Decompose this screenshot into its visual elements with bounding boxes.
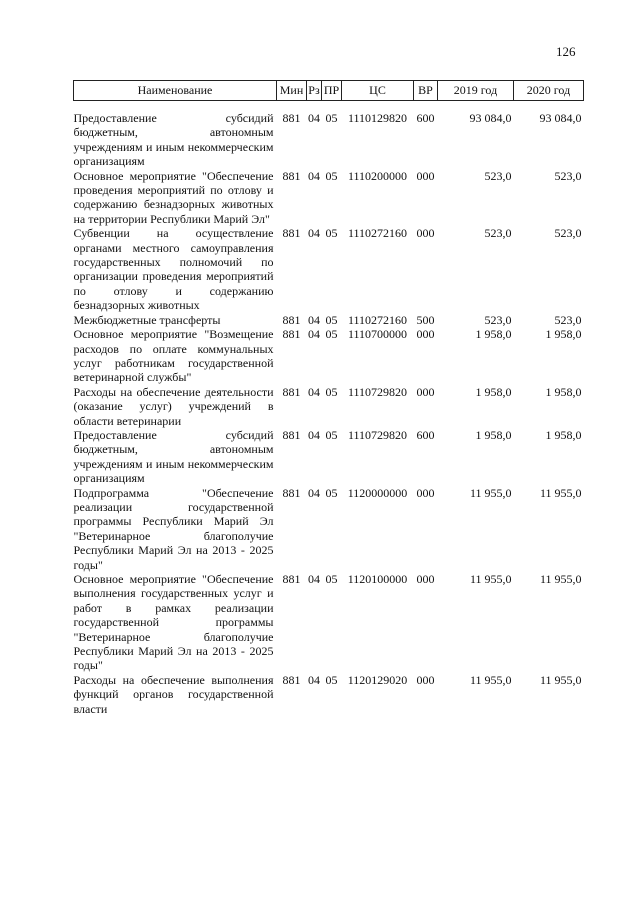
page-number: 126 xyxy=(556,44,576,59)
table-row xyxy=(74,169,584,227)
table-row xyxy=(74,226,584,312)
table-row xyxy=(74,486,584,572)
table-row xyxy=(74,101,584,169)
cell-cs: 1110129820 xyxy=(347,111,408,125)
cell-2019: 11 955,0 xyxy=(469,485,512,500)
cell-2019: 93 084,0 xyxy=(469,111,512,125)
cell-2020: 523,0 xyxy=(554,312,582,327)
cell-cs: 1110729820 xyxy=(347,384,408,399)
cell-cs: 1110700000 xyxy=(347,327,408,342)
cell-min: 881 xyxy=(282,672,301,687)
cell-min: 881 xyxy=(282,384,301,399)
cell-vr: 000 xyxy=(416,485,435,500)
cell-min: 881 xyxy=(282,485,301,500)
cell-name: Предоставление субсидий бюджетным, автономным учреждениям и иным некоммерческим организациям xyxy=(73,427,274,486)
cell-2019: 1 958,0 xyxy=(475,427,512,442)
cell-vr: 000 xyxy=(416,226,435,241)
cell-2020: 1 958,0 xyxy=(545,327,582,342)
cell-2020: 11 955,0 xyxy=(539,672,582,687)
cell-min: 881 xyxy=(282,111,301,125)
cell-cs: 1110729820 xyxy=(347,427,408,442)
cell-vr: 600 xyxy=(416,111,435,125)
cell-2020: 523,0 xyxy=(554,226,582,241)
cell-cs: 1110272160 xyxy=(347,226,408,241)
cell-pr: 05 xyxy=(325,427,338,442)
cell-vr: 000 xyxy=(416,572,435,586)
cell-vr: 000 xyxy=(416,168,435,183)
cell-name: Основное мероприятие "Обеспечение выполнения государственных услуг и работ в рамках реализации государственной программы "Ветеринарное благополучие Республики Марий Эл на 2013 - 2025 годы" xyxy=(73,572,274,673)
cell-rz: 04 xyxy=(308,384,320,399)
cell-name: Предоставление субсидий бюджетным, автономным учреждениям и иным некоммерческим организациям xyxy=(73,111,274,169)
cell-name: Основное мероприятие "Возмещение расходов по оплате коммунальных услуг работникам государственной ветеринарной службы" xyxy=(73,327,274,385)
cell-min: 881 xyxy=(282,168,301,183)
cell-2019: 11 955,0 xyxy=(469,672,512,687)
cell-vr: 000 xyxy=(416,327,435,342)
col-header-min: Мин xyxy=(277,81,307,101)
cell-rz: 04 xyxy=(308,226,320,241)
cell-cs: 1120129020 xyxy=(347,672,408,687)
cell-2020: 523,0 xyxy=(554,168,582,183)
cell-pr: 05 xyxy=(325,111,338,125)
cell-cs: 1120100000 xyxy=(347,572,408,586)
cell-min: 881 xyxy=(282,327,301,342)
cell-2019: 523,0 xyxy=(484,168,512,183)
cell-min: 881 xyxy=(282,572,301,586)
table-row xyxy=(74,313,584,327)
cell-name: Субвенции на осуществление органами местного самоуправления государственных полномочий по организации проведения мероприятий по отлову и содержанию безнадзорных животных xyxy=(73,226,274,313)
cell-2020: 11 955,0 xyxy=(539,572,582,586)
table-row xyxy=(74,673,584,716)
table-header-row xyxy=(74,81,584,101)
cell-rz: 04 xyxy=(308,672,320,687)
cell-2020: 93 084,0 xyxy=(539,111,582,125)
cell-name: Межбюджетные трансферты xyxy=(73,312,221,327)
cell-2020: 1 958,0 xyxy=(545,384,582,399)
cell-min: 881 xyxy=(282,427,301,442)
cell-pr: 05 xyxy=(325,312,338,327)
cell-vr: 000 xyxy=(416,384,435,399)
cell-2019: 523,0 xyxy=(484,312,512,327)
col-header-2020: 2020 год xyxy=(514,81,584,101)
cell-rz: 04 xyxy=(308,572,320,586)
cell-vr: 500 xyxy=(416,312,435,327)
cell-cs: 1120000000 xyxy=(347,485,408,500)
cell-rz: 04 xyxy=(308,485,320,500)
cell-2019: 1 958,0 xyxy=(475,384,512,399)
col-header-cs: ЦС xyxy=(342,81,414,101)
cell-vr: 600 xyxy=(416,427,435,442)
cell-2019: 523,0 xyxy=(484,226,512,241)
cell-min: 881 xyxy=(282,312,301,327)
cell-rz: 04 xyxy=(308,312,320,327)
col-header-rz: Рз xyxy=(307,81,322,101)
table-row xyxy=(74,385,584,428)
cell-name: Расходы на обеспечение выполнения функций органов государственной власти xyxy=(73,672,274,716)
cell-2020: 1 958,0 xyxy=(545,427,582,442)
cell-2019: 11 955,0 xyxy=(469,572,512,586)
budget-table xyxy=(73,80,584,716)
cell-pr: 05 xyxy=(325,572,338,586)
cell-pr: 05 xyxy=(325,384,338,399)
cell-pr: 05 xyxy=(325,168,338,183)
cell-cs: 1110200000 xyxy=(347,168,408,183)
col-header-name: Наименование xyxy=(74,81,277,101)
cell-cs: 1110272160 xyxy=(347,312,408,327)
cell-vr: 000 xyxy=(416,672,435,687)
cell-name: Расходы на обеспечение деятельности (оказание услуг) учреждений в области ветеринарии xyxy=(73,384,274,428)
col-header-pr: ПР xyxy=(322,81,342,101)
cell-2020: 11 955,0 xyxy=(539,485,582,500)
cell-pr: 05 xyxy=(325,327,338,342)
cell-pr: 05 xyxy=(325,485,338,500)
cell-name: Подпрограмма "Обеспечение реализации государственной программы Республики Марий Эл "Ветеринарное благополучие Республики Марий Эл на 2013 - 2025 годы" xyxy=(73,485,274,572)
cell-pr: 05 xyxy=(325,226,338,241)
cell-rz: 04 xyxy=(308,111,320,125)
col-header-vr: ВР xyxy=(414,81,438,101)
cell-rz: 04 xyxy=(308,327,320,342)
cell-2019: 1 958,0 xyxy=(475,327,512,342)
cell-pr: 05 xyxy=(325,672,338,687)
cell-rz: 04 xyxy=(308,168,320,183)
table-row xyxy=(74,428,584,486)
cell-min: 881 xyxy=(282,226,301,241)
table-row xyxy=(74,327,584,385)
cell-rz: 04 xyxy=(308,427,320,442)
table-row xyxy=(74,572,584,673)
cell-name: Основное мероприятие "Обеспечение проведения мероприятий по отлову и содержанию безнадзорных животных на территории Республики Марий Эл" xyxy=(73,168,274,226)
col-header-2019: 2019 год xyxy=(438,81,514,101)
